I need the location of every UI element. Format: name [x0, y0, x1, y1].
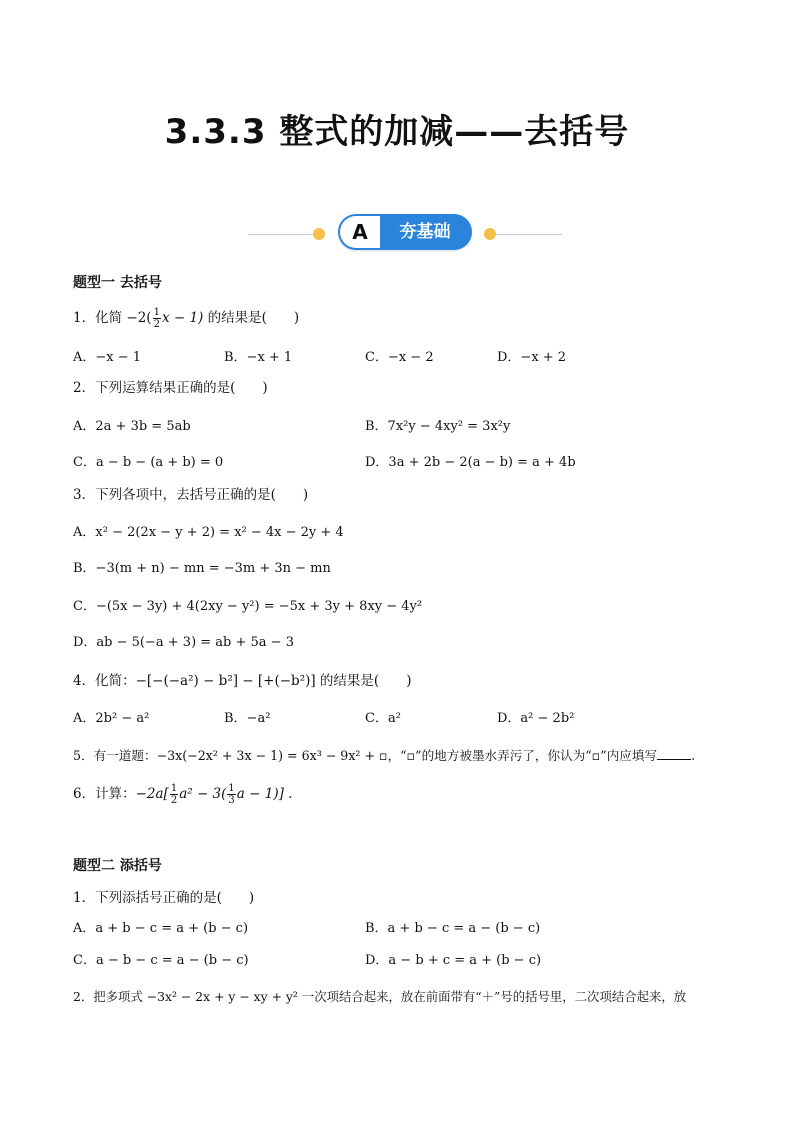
question-1-option-a[interactable]: A．−x − 1 — [73, 350, 142, 365]
question-1-tail: 的结果是( ) — [207, 310, 300, 326]
banner-pill — [338, 214, 472, 250]
question-6-mid: a² − 3( — [179, 786, 227, 802]
question-5-stem — [73, 745, 695, 764]
page-title: 3.3.3 整式的加减——去括号 — [164, 112, 630, 152]
question-6-fraction-2 — [227, 783, 235, 806]
practice-1-option-b[interactable]: B．a + b − c = a − (b − c) — [365, 921, 541, 936]
question-3-option-b[interactable]: B．−3(m + n) − mn = −3m + 3n − mn — [73, 561, 331, 576]
question-6-stem — [73, 782, 292, 806]
question-4-option-a[interactable]: A．2b² − a² — [73, 711, 150, 726]
practice-1-option-c[interactable]: C．a − b − c = a − (b − c) — [73, 953, 249, 968]
question-2-stem: 2．下列运算结果正确的是( ) — [73, 380, 268, 396]
question-1-prefix: −2( — [126, 310, 152, 326]
question-6-suffix: a − 1)] . — [236, 786, 293, 802]
question-4-option-c[interactable]: C．a² — [365, 711, 401, 726]
question-5-end: . — [691, 748, 696, 763]
question-1-option-c[interactable]: C．−x − 2 — [365, 350, 434, 365]
question-1-number: 1．化简 — [73, 310, 123, 326]
question-4-option-d[interactable]: D．a² − 2b² — [497, 711, 575, 726]
banner-letter: A — [340, 216, 380, 248]
question-2-option-b[interactable]: B．7x²y − 4xy² = 3x²y — [365, 419, 511, 434]
question-6-frac1-denominator: 2 — [170, 795, 178, 806]
practice-1-option-a[interactable]: A．a + b − c = a + (b − c) — [73, 921, 249, 936]
question-3-option-a[interactable]: A．x² − 2(2x − y + 2) = x² − 4x − 2y + 4 — [73, 525, 344, 540]
question-4-option-b[interactable]: B．−a² — [224, 711, 271, 726]
question-5-text: 5．有一道题：−3x(−2x² + 3x − 1) = 6x³ − 9x² + ▫，“▫”的地方被墨水弄污了，你认为“▫”内应填写 — [73, 748, 658, 763]
question-1-option-b[interactable]: B．−x + 1 — [224, 350, 293, 365]
banner-dot-right — [484, 228, 496, 240]
question-1-frac-numerator: 1 — [153, 307, 160, 318]
section-heading-1: 题型一 去括号 — [73, 275, 162, 291]
practice-1-stem: 1．下列添括号正确的是( ) — [73, 890, 255, 906]
question-1-frac-denominator: 2 — [153, 319, 160, 330]
question-6-frac2-numerator: 1 — [228, 783, 235, 794]
banner-line-right — [496, 234, 562, 235]
question-3-option-c[interactable]: C．−(5x − 3y) + 4(2xy − y²) = −5x + 3y + 8xy − 4y² — [73, 599, 423, 614]
banner-dot-left — [313, 228, 325, 240]
banner-line-left — [248, 234, 316, 235]
question-1-suffix: x − 1) — [161, 310, 204, 326]
question-1-stem — [73, 306, 299, 330]
question-6-fraction-1 — [170, 783, 178, 806]
practice-1-option-d[interactable]: D．a − b + c = a + (b − c) — [365, 953, 542, 968]
question-6-number: 6．计算： — [73, 786, 136, 802]
question-3-stem: 3．下列各项中，去括号正确的是( ) — [73, 487, 309, 503]
question-1-option-d[interactable]: D．−x + 2 — [497, 350, 567, 365]
section-heading-2: 题型二 添括号 — [73, 858, 162, 874]
section-banner — [0, 213, 794, 253]
question-6-frac2-denominator: 3 — [228, 795, 235, 806]
question-1-fraction — [153, 307, 161, 330]
banner-label: 夯基础 — [399, 222, 451, 242]
practice-2-stem: 2．把多项式 −3x² − 2x + y − xy + y² 一次项结合起来，放在前面带有“＋”号的括号里，二次项结合起来，放 — [73, 989, 687, 1004]
question-4-stem: 4．化简：−[−(−a²) − b²] − [+(−b²)] 的结果是( ) — [73, 673, 412, 689]
question-3-option-d[interactable]: D．ab − 5(−a + 3) = ab + 5a − 3 — [73, 635, 294, 650]
question-2-option-a[interactable]: A．2a + 3b = 5ab — [73, 419, 191, 434]
question-6-prefix: −2a[ — [135, 786, 169, 802]
question-5-answer-blank[interactable] — [657, 747, 691, 760]
question-2-option-c[interactable]: C．a − b − (a + b) = 0 — [73, 455, 224, 470]
question-6-frac1-numerator: 1 — [170, 783, 178, 794]
question-2-option-d[interactable]: D．3a + 2b − 2(a − b) = a + 4b — [365, 455, 576, 470]
